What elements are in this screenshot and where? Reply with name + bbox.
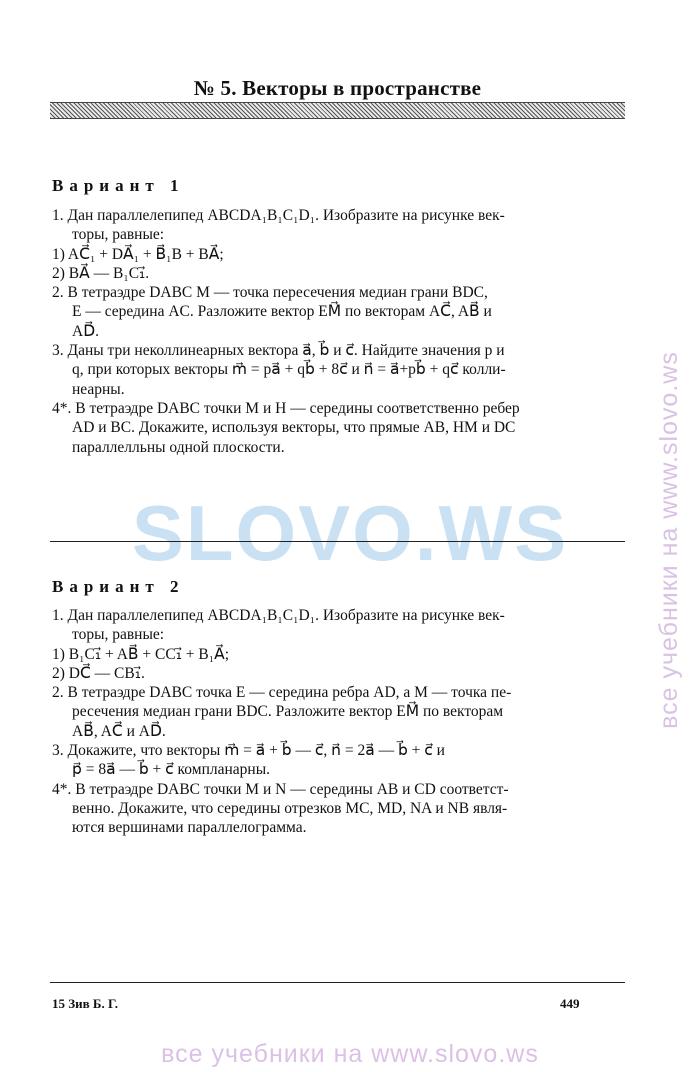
problem-text-line: 2. В тетраэдре DABC M — точка пересечения медиан грани BDC,	[52, 284, 488, 302]
problem-text-line: AD и BC. Докажите, используя векторы, что прямые AB, HM и DC	[72, 419, 516, 437]
page-number: 449	[560, 996, 580, 1011]
problem-text-line: 2) BA⃗ — B₁C₁⃗.	[52, 264, 150, 282]
variant-2-problems	[52, 606, 625, 838]
problem-text-line: 1) AC⃗₁ + DA⃗₁ + B⃗₁B + BA⃗;	[52, 245, 224, 263]
variant-2-heading: Вариант 2	[52, 577, 185, 596]
problem-text-line: q, при которых векторы m⃗ = pa⃗ + qb⃗ + 8c⃗ и n⃗ = a⃗+pb⃗ + qc⃗ колли-	[72, 361, 506, 379]
footer-signature: 15 Зив Б. Г.	[52, 996, 119, 1011]
problem-text-line: p⃗ = 8a⃗ — b⃗ + c⃗ компланарны.	[72, 761, 270, 779]
variant-1-heading: Вариант 1	[52, 176, 185, 195]
center-watermark: SLOVO.WS	[131, 489, 569, 577]
problem-text-line: E — середина AC. Разложите вектор EM⃗ по векторам AC⃗, AB⃗ и	[72, 303, 492, 321]
problem-text-line: 1. Дан параллелепипед ABCDA₁B₁C₁D₁. Изобразите на рисунке век-	[52, 607, 505, 624]
problem-text-line: неарны.	[72, 380, 125, 398]
problem-text-line: ются вершинами параллелограмма.	[72, 819, 307, 837]
footer-rule	[50, 982, 625, 983]
problem-text-line: 2) DC⃗ — CB₁⃗.	[52, 664, 145, 682]
problem-text-line: 4*. В тетраэдре DABC точки M и N — середины AB и CD соответст-	[52, 780, 509, 798]
problem-text-line: AB⃗, AC⃗ и AD⃗.	[72, 722, 166, 740]
variant-1-problems	[52, 206, 625, 457]
problem-text-line: торы, равные:	[72, 626, 165, 644]
problem-text-line: венно. Докажите, что середины отрезков MC, MD, NA и NB явля-	[72, 799, 508, 817]
problem-text-line: 1. Дан параллелепипед ABCDA₁B₁C₁D₁. Изобразите на рисунке век-	[52, 207, 505, 224]
problem-text-line: 3. Докажите, что векторы m⃗ = a⃗ + b⃗ — c⃗, n⃗ = 2a⃗ — b⃗ + c⃗ и	[52, 742, 445, 760]
problem-text-line: 4*. В тетраэдре DABC точки M и H — середины соответственно ребер	[52, 399, 520, 417]
section-divider	[50, 541, 625, 542]
problem-text-line: 3. Даны три неколлинеарных вектора a⃗, b⃗ и c⃗. Найдите значения p и	[52, 342, 505, 360]
page-title: № 5. Векторы в пространстве	[193, 76, 482, 100]
problem-text-line: 2. В тетраэдре DABC точка E — середина ребра AD, а M — точка пе-	[52, 684, 512, 702]
side-watermark: все учебники на www.slovo.ws	[655, 351, 683, 729]
problem-text-line: ресечения медиан грани BDC. Разложите вектор EM⃗ по векторам	[72, 703, 504, 721]
problem-text-line: AD⃗.	[72, 322, 100, 340]
bottom-watermark: все учебники на www.slovo.ws	[161, 1040, 539, 1068]
problem-text-line: торы, равные:	[72, 226, 165, 244]
problem-text-line: 1) B₁C₁⃗ + AB⃗ + CC₁⃗ + B₁A⃗;	[52, 645, 230, 663]
problem-text-line: параллелльны одной плоскости.	[72, 438, 285, 456]
title-decoration-band	[50, 102, 625, 119]
